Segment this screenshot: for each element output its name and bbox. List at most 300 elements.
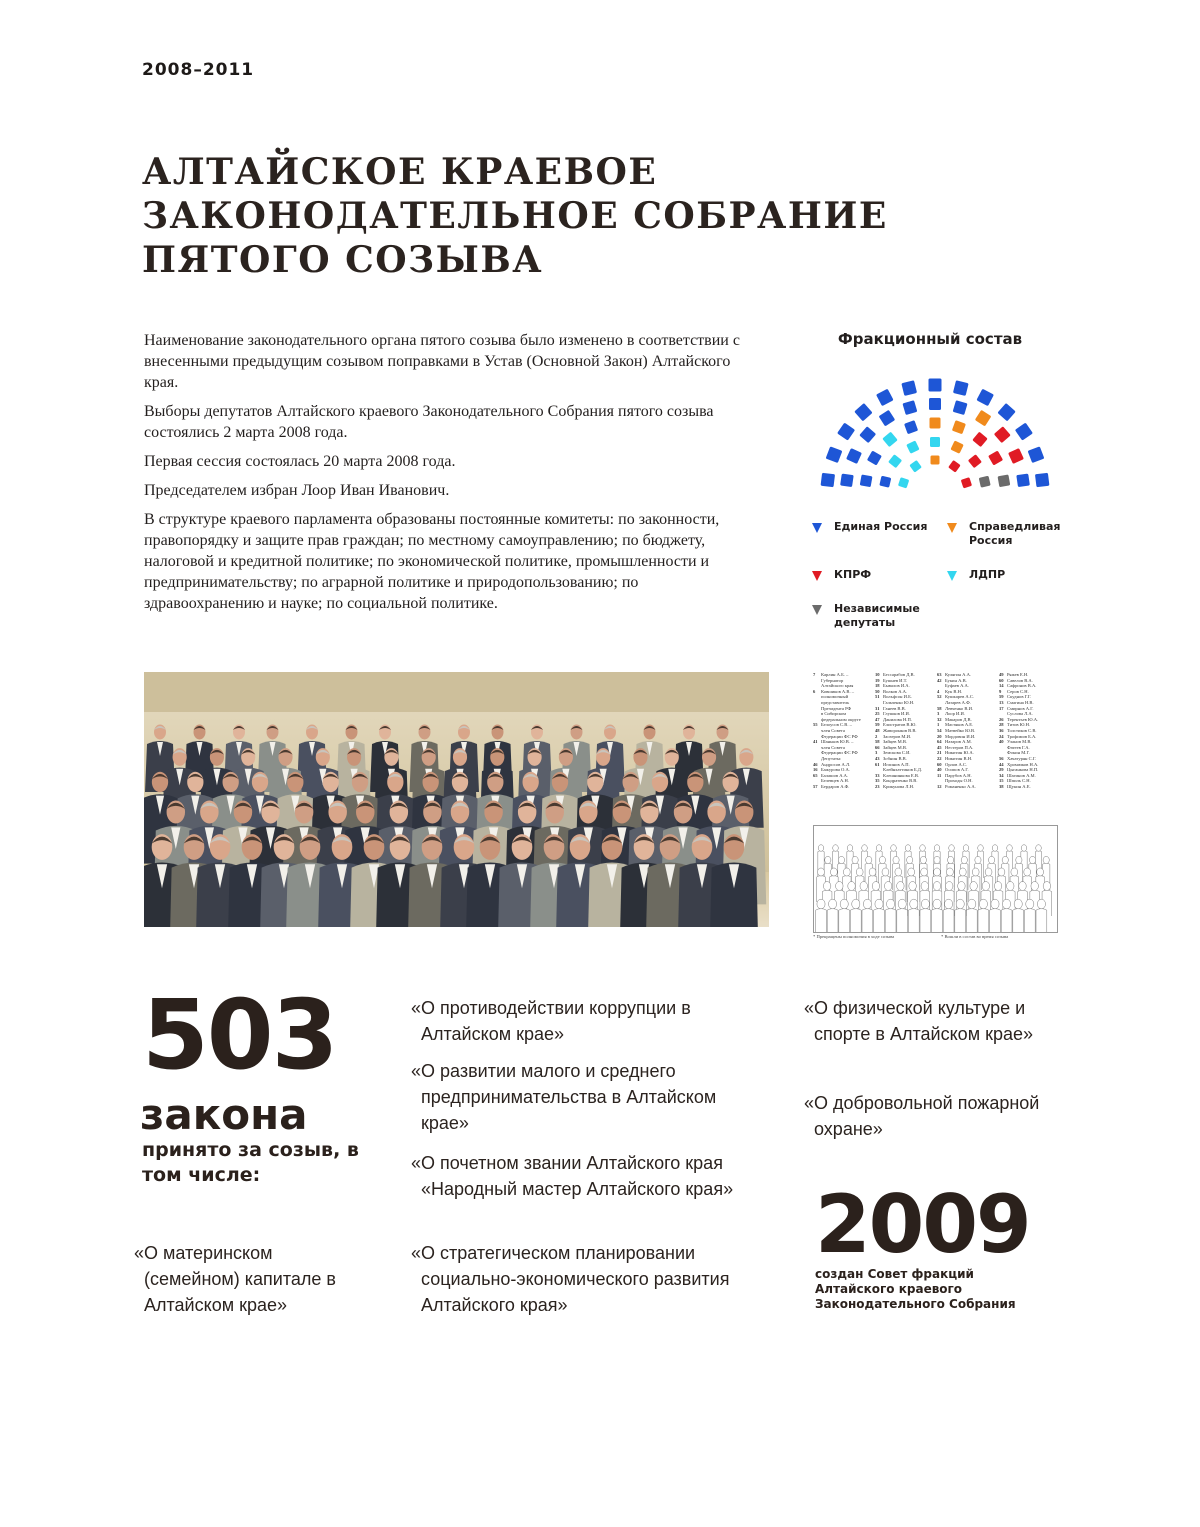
name-entry — [875, 784, 937, 790]
name-number: 63 — [937, 672, 942, 677]
key-figure-head — [920, 856, 926, 863]
key-figure-head — [907, 856, 913, 863]
seat-mark — [1008, 448, 1024, 464]
name-text: Земскова С.И. — [883, 750, 911, 756]
seat-mark — [930, 437, 940, 447]
name-text: Лоор И.И. — [945, 711, 965, 717]
name-text: Титов Ю.Н. — [1007, 722, 1031, 728]
name-text: Иглинов А.П. — [883, 761, 910, 767]
key-figure-body — [1013, 909, 1024, 932]
name-entry — [813, 784, 875, 790]
name-number: 40 — [999, 739, 1004, 745]
key-figure-head — [1036, 845, 1042, 852]
name-text: Крикунова Л.Н. — [883, 783, 915, 789]
name-number: 38 — [999, 783, 1004, 789]
law-item: «О стратегическом планировании социально-экономического развития Алтайского края» — [411, 1243, 730, 1315]
name-text: Волков А.А. — [883, 688, 908, 694]
seat-mark — [948, 460, 961, 473]
seat-mark — [930, 418, 941, 429]
seat-mark — [882, 432, 897, 447]
key-figure-body — [1036, 909, 1047, 932]
key-figure-head — [1021, 845, 1027, 852]
page-title — [142, 150, 888, 282]
key-figure-body — [908, 909, 919, 932]
key-figure-head — [823, 882, 831, 891]
name-number: 66 — [875, 744, 880, 750]
key-figure-head — [972, 868, 979, 876]
key-figure-head — [833, 845, 839, 852]
name-text: Суслова Л.А. — [1007, 711, 1033, 717]
seat-mark — [976, 389, 994, 407]
name-number: 35 — [875, 778, 880, 784]
name-number: 40 — [937, 767, 942, 773]
name-number: 59 — [875, 722, 880, 728]
key-figure-head — [934, 845, 940, 852]
name-text: Щукин А.Е. — [1007, 783, 1031, 789]
name-number: 1 — [937, 722, 940, 728]
seat-mark — [975, 410, 992, 427]
name-text: Вольфсон И.Б. — [883, 694, 912, 700]
key-figure-head — [887, 899, 895, 909]
seat-mark — [840, 474, 854, 488]
key-figure-head — [963, 845, 969, 852]
name-text: Смирнов А.Г. — [1007, 705, 1034, 711]
key-figure-head — [1003, 899, 1011, 909]
name-text: член Совета — [821, 727, 845, 733]
year-highlight: 2009 — [815, 1178, 1030, 1271]
key-figure-head — [830, 868, 837, 876]
key-figure-head — [946, 868, 953, 876]
seat-mark — [988, 450, 1003, 465]
seat-mark — [950, 440, 963, 453]
key-figure-body — [966, 909, 977, 932]
seat-mark — [1016, 474, 1030, 488]
name-text: Парубов А.Н. — [945, 772, 972, 778]
footnote-left: * Прекращены полномочия в ходе созыва — [813, 934, 895, 939]
seat-mark — [931, 456, 940, 465]
names-column — [875, 672, 937, 789]
intro-paragraph: Наименование законодательного органа пятого созыва было изменено в соответствии с внесенными предыдущим созывом поправками в Устав (Основной Закон) Алтайского края. — [144, 332, 740, 391]
key-figure-head — [945, 899, 953, 909]
name-number: 13 — [999, 699, 1004, 705]
seat-mark — [1035, 473, 1049, 487]
name-text: Шпиль С.Н. — [1007, 778, 1031, 784]
key-figure-head — [1011, 868, 1018, 876]
names-column — [937, 672, 999, 789]
name-text: Матвейко Ю.В. — [945, 727, 976, 733]
key-figure-head — [948, 856, 954, 863]
name-number: 59 — [999, 694, 1004, 700]
key-figure-body — [874, 909, 885, 932]
name-number: 65 — [813, 772, 818, 778]
key-figure-body — [1001, 909, 1012, 932]
photo-names-list — [813, 672, 1058, 822]
name-text: Депутаты: — [821, 755, 842, 761]
key-figure-head — [884, 882, 892, 891]
key-figure-head — [985, 868, 992, 876]
legend-item-united-russia — [812, 520, 942, 534]
name-number: 9 — [999, 688, 1002, 694]
key-figure-head — [818, 868, 825, 876]
name-text: Букин А.В. — [945, 677, 967, 683]
name-text: Макаров Д.В. — [945, 716, 972, 722]
name-number: 20 — [937, 733, 942, 739]
name-number: 33 — [875, 772, 880, 778]
name-number: 23 — [875, 783, 880, 789]
key-figure-head — [838, 856, 844, 863]
title-line: ПЯТОГО СОЗЫВА — [142, 239, 544, 281]
name-number: 56 — [999, 755, 1004, 761]
name-number: 55 — [813, 722, 818, 728]
name-text: федеральном округе — [821, 716, 861, 722]
key-figure-head — [949, 845, 955, 852]
name-text: Белоусов С.В. – — [821, 722, 852, 728]
law-item: «О материнском (семейном) капитале в Алтайском крае» — [134, 1243, 336, 1315]
name-number: 34 — [999, 772, 1004, 778]
name-number: 28 — [999, 722, 1004, 728]
key-figure-head — [959, 868, 966, 876]
name-text: Ряжев Е.Н. — [1007, 672, 1029, 677]
legend-marker — [812, 605, 822, 615]
seat-mark — [904, 420, 918, 434]
name-text: Назаров А.М. — [945, 739, 972, 745]
name-number: 45 — [937, 744, 942, 750]
key-figure-head — [908, 868, 915, 876]
name-number: 7 — [813, 672, 816, 677]
key-figure-head — [862, 845, 868, 852]
seat-mark — [929, 398, 941, 410]
legend-marker — [947, 523, 957, 533]
name-text: Романенко А.А. — [945, 783, 976, 789]
name-number: 31 — [875, 705, 880, 711]
name-text: Терентьев Ю.А. — [1007, 716, 1039, 722]
name-text: Карлин А.Б. – — [821, 672, 849, 677]
name-text: Бывалов И.А. — [883, 683, 910, 689]
name-text: Сафронов В.А. — [1007, 683, 1037, 689]
legend-label: КПРФ — [834, 568, 872, 581]
key-figure-head — [1007, 845, 1013, 852]
laws-count-caption: принято за созыв, в том числе: — [142, 1139, 359, 1186]
name-text: Буфаев А.А. — [945, 683, 970, 689]
name-text: Левченко В.И. — [945, 705, 974, 711]
seat-mark — [952, 420, 966, 434]
key-figure-head — [921, 868, 928, 876]
key-figure-head — [934, 868, 941, 876]
key-figure-head — [876, 845, 882, 852]
name-text: Нестеров П.А. — [945, 744, 974, 750]
legend-label: ЛДПР — [969, 568, 1006, 581]
name-text: Клешнинкова Е.В. — [883, 772, 920, 778]
name-text: Данилова Н.П. — [883, 716, 912, 722]
key-figure-head — [1002, 856, 1008, 863]
key-figure-head — [933, 882, 941, 891]
photo-key-diagram — [813, 825, 1058, 933]
name-text: Кондратенко В.В. — [883, 778, 918, 784]
name-text: Лазарев А.Ф. — [945, 699, 971, 705]
name-number: 4 — [937, 688, 940, 694]
seat-mark — [979, 476, 991, 488]
name-number: 29 — [999, 767, 1004, 773]
name-number: 15 — [999, 778, 1004, 784]
name-number: 32 — [937, 716, 942, 722]
seat-mark — [879, 476, 891, 488]
key-figure-head — [866, 856, 872, 863]
seat-mark — [826, 446, 843, 463]
intro-paragraph: Председателем избран Лоор Иван Иванович. — [144, 482, 450, 499]
key-figure-body — [839, 909, 850, 932]
legend-label: Единая Россия — [834, 520, 928, 533]
faction-chart-title: Фракционный состав — [837, 330, 1023, 348]
years-label: 2008–2011 — [142, 60, 255, 80]
name-number: 61 — [875, 761, 880, 767]
legend-marker — [947, 571, 957, 581]
faction-hemicycle-chart — [815, 375, 1055, 500]
seat-mark — [867, 450, 882, 465]
name-text: Глушков И.И. — [883, 711, 910, 717]
name-number: 47 — [875, 716, 880, 722]
law-item: «О добровольной пожарной охране» — [804, 1093, 1040, 1139]
key-figure-body — [816, 909, 827, 932]
name-number: 43 — [875, 755, 880, 761]
name-text: Никитин В.Н. — [945, 755, 973, 761]
key-figure-head — [1026, 899, 1034, 909]
name-number: 3 — [937, 711, 940, 717]
seat-mark — [879, 410, 896, 427]
name-text: Алтайского края — [821, 683, 854, 689]
name-number: 54 — [937, 727, 942, 733]
intro-text — [144, 330, 744, 622]
name-number: 22 — [937, 755, 942, 761]
name-number: 3 — [875, 750, 878, 756]
name-number: 21 — [937, 750, 942, 756]
key-figure-head — [921, 882, 929, 891]
key-figure-head — [898, 899, 906, 909]
name-number: 19 — [875, 677, 880, 683]
key-figure-head — [992, 845, 998, 852]
name-text: Кук В.Н. — [945, 688, 963, 694]
name-number: 58 — [875, 739, 880, 745]
key-figure-body — [943, 909, 954, 932]
name-number: 36 — [999, 727, 1004, 733]
name-text: Белевцев А.Н. — [821, 778, 849, 784]
key-figure-head — [1007, 882, 1015, 891]
key-figure-head — [998, 868, 1005, 876]
name-text: Бердаров А.Ф. — [821, 783, 850, 789]
key-figure-head — [920, 845, 926, 852]
name-text: Кушкарев А.С. — [945, 694, 975, 700]
names-column — [999, 672, 1058, 789]
name-number: 16 — [813, 767, 818, 773]
seat-mark — [1015, 423, 1033, 441]
key-figure-head — [847, 845, 853, 852]
key-figure-head — [843, 868, 850, 876]
name-text: Мастяков А.Е. — [945, 722, 974, 728]
key-figure-head — [968, 899, 976, 909]
name-number: 52 — [937, 694, 942, 700]
group-photo — [144, 672, 769, 927]
name-number: 6 — [813, 688, 816, 694]
name-text: Толстиков С.В. — [1007, 727, 1037, 733]
key-figure-head — [852, 899, 860, 909]
name-text: Серов С.Н. — [1007, 688, 1029, 694]
footnote-right: * Вошли в состав во время созыва — [941, 934, 1009, 939]
key-figure-head — [895, 868, 902, 876]
law-item: «О развитии малого и среднего предпринимательства в Алтайском крае» — [411, 1061, 717, 1133]
legend-item-ldpr — [947, 568, 1077, 582]
key-figure-head — [879, 856, 885, 863]
key-figure-head — [961, 856, 967, 863]
key-figure-head — [945, 882, 953, 891]
seat-mark — [821, 473, 835, 487]
name-text: член Совета — [821, 744, 845, 750]
name-number: 60 — [999, 677, 1004, 683]
laws-count-unit: закона — [140, 1090, 308, 1139]
key-figure-head — [856, 868, 863, 876]
name-text: Фокин М.Г. — [1007, 750, 1030, 756]
key-figure-head — [1037, 868, 1044, 876]
name-number: 44 — [999, 761, 1004, 767]
name-text: Уланов М.В. — [1007, 739, 1032, 745]
key-figure-head — [1029, 856, 1035, 863]
name-text: Проходы О.Н. — [945, 778, 973, 784]
seat-mark — [953, 400, 968, 415]
name-number: 64 — [937, 739, 942, 745]
seat-mark — [994, 426, 1011, 443]
key-figure-head — [818, 845, 824, 852]
seat-mark — [961, 477, 972, 488]
name-number: 24 — [999, 733, 1004, 739]
name-text: Хромачков Н.А. — [1007, 761, 1039, 767]
name-text: Шаньков Ю.В. – — [821, 739, 854, 745]
key-figure-body — [932, 909, 943, 932]
name-text: Ганеев В.В. — [883, 705, 906, 711]
key-figure-head — [840, 899, 848, 909]
key-figure-head — [1016, 856, 1022, 863]
key-figure-head — [958, 882, 966, 891]
name-number: 51 — [875, 694, 880, 700]
key-figure-head — [829, 899, 837, 909]
name-text: Андросов А.Л. — [821, 761, 851, 767]
name-text: Заозеров М.И. — [883, 733, 912, 739]
seat-mark — [998, 474, 1011, 487]
seat-mark — [837, 423, 855, 441]
name-text: Зайцев М.В. — [883, 744, 908, 750]
name-number: 58 — [937, 705, 942, 711]
key-figure-head — [994, 882, 1002, 891]
key-figure-head — [970, 882, 978, 891]
law-item: «О физической культуре и спорте в Алтайском крае» — [804, 998, 1033, 1044]
name-text: Зобнин В.В. — [883, 755, 907, 761]
name-entry — [999, 784, 1058, 790]
key-figure-head — [982, 882, 990, 891]
key-figure-head — [882, 868, 889, 876]
name-text: Гальченко Ю.Н. — [883, 699, 915, 705]
intro-paragraph: В структуре краевого парламента образованы постоянные комитеты: по законности, правопорядку и защите прав граждан; по местному самоуправлению; по бюджету, налоговой и кредитной политике; по экономической политике, промышленности и предпринимательству; по аграрной политике и природопользованию; по здравоохранению и науке; по социальной политике. — [144, 511, 720, 612]
name-text: Смагина Н.В. — [1007, 699, 1034, 705]
intro-paragraph: Выборы депутатов Алтайского краевого Законодательного Собрания пятого созыва состоялись 2 марта 2008 года. — [144, 403, 714, 441]
name-number: 14 — [999, 683, 1004, 689]
key-figure-head — [975, 856, 981, 863]
law-item: «О почетном звании Алтайского края «Народный мастер Алтайского края» — [411, 1153, 734, 1199]
name-text: Кулягин А.А. — [945, 672, 972, 677]
intro-paragraph: Первая сессия состоялась 20 марта 2008 года. — [144, 453, 456, 470]
key-figure-head — [836, 882, 844, 891]
name-text: Мордовин И.И. — [945, 733, 976, 739]
seat-mark — [1028, 446, 1045, 463]
laws-count: 503 — [142, 979, 337, 1091]
legend-item-kprf — [812, 568, 942, 582]
name-text: Клейнхаттинов Б.Д. — [883, 767, 923, 773]
name-text: Бессарабов Д.В. — [883, 672, 915, 677]
key-figure-head — [1043, 856, 1049, 863]
name-text: Бушнев И.Т. — [883, 677, 908, 683]
name-entry — [937, 784, 999, 790]
key-figure-body — [920, 909, 931, 932]
key-figure-head — [1019, 882, 1027, 891]
group-photo-illustration — [144, 672, 769, 927]
seat-mark — [902, 400, 917, 415]
key-figure-head — [909, 882, 917, 891]
name-number: 48 — [875, 727, 880, 733]
title-line: ЗАКОНОДАТЕЛЬНОЕ СОБРАНИЕ — [142, 195, 888, 237]
key-figure-head — [1014, 899, 1022, 909]
name-text: полномочный — [821, 694, 849, 700]
legend-label: Справедливая Россия — [969, 520, 1061, 547]
year-highlight-caption: создан Совет фракций Алтайского краевого Законодательного Собрания — [815, 1267, 1016, 1311]
name-number: 50 — [875, 688, 880, 694]
key-figure-head — [860, 882, 868, 891]
key-figure-head — [988, 856, 994, 863]
key-figure-body — [885, 909, 896, 932]
seat-mark — [854, 403, 872, 421]
seat-mark — [909, 460, 922, 473]
legend-marker — [812, 523, 822, 533]
key-figure-body — [1024, 909, 1035, 932]
name-text: представитель — [821, 699, 850, 705]
seat-mark — [906, 440, 919, 453]
key-figure-head — [893, 856, 899, 863]
key-figure-head — [933, 899, 941, 909]
seat-mark — [997, 403, 1015, 421]
name-text: Трофимов Б.А. — [1007, 733, 1037, 739]
key-figure-head — [852, 856, 858, 863]
key-figure-body — [955, 909, 966, 932]
name-number: 57 — [813, 783, 818, 789]
key-figure-body — [862, 909, 873, 932]
key-figure-head — [991, 899, 999, 909]
key-figure-head — [872, 882, 880, 891]
name-number: 60 — [937, 761, 942, 767]
name-number: 42 — [937, 677, 942, 683]
key-figure-head — [910, 899, 918, 909]
legend-marker — [812, 571, 822, 581]
key-figure-head — [1031, 882, 1039, 891]
name-text: Федерации ФС РФ — [821, 733, 858, 739]
name-number: 11 — [937, 772, 942, 778]
name-text: Жаворонков В.В. — [883, 727, 917, 733]
key-figure-head — [897, 882, 905, 891]
seat-mark — [898, 477, 909, 488]
name-text: Балашов А.А. — [821, 772, 849, 778]
key-figure-head — [848, 882, 856, 891]
key-figure-head — [817, 899, 825, 909]
name-text: Федерации ФС РФ — [821, 750, 858, 756]
name-number: 18 — [875, 683, 880, 689]
name-number: 41 — [813, 739, 818, 745]
key-figure-head — [875, 899, 883, 909]
name-number: 26 — [999, 716, 1004, 722]
seat-mark — [901, 380, 917, 396]
